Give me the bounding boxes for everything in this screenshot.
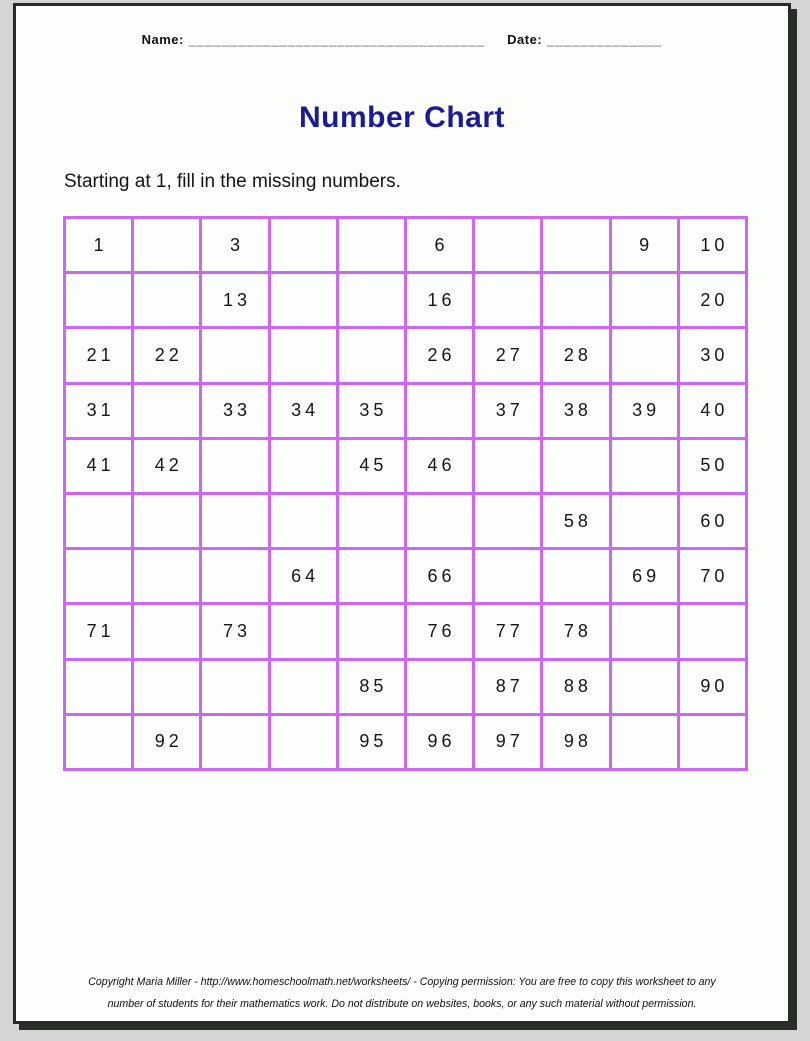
grid-cell-filled: 90: [678, 659, 746, 714]
name-blank-line: ____________________________________: [188, 32, 486, 47]
grid-row: [65, 604, 747, 659]
grid-row: [65, 273, 747, 328]
grid-cell-filled: 10: [678, 218, 746, 273]
grid-cell-blank: [201, 659, 269, 714]
grid-cell-blank: [201, 328, 269, 383]
grid-row: [65, 549, 747, 604]
grid-cell-filled: 39: [610, 383, 678, 438]
grid-cell-blank: [201, 438, 269, 493]
grid-cell-blank: [65, 659, 133, 714]
grid-cell-filled: 70: [678, 549, 746, 604]
grid-cell-blank: [201, 549, 269, 604]
grid-cell-filled: 9: [610, 218, 678, 273]
grid-cell-blank: [201, 493, 269, 548]
grid-cell-filled: 71: [65, 604, 133, 659]
grid-cell-filled: 1: [65, 218, 133, 273]
grid-cell-blank: [474, 218, 542, 273]
grid-cell-blank: [610, 438, 678, 493]
grid-cell-blank: [133, 493, 201, 548]
grid-cell-blank: [337, 218, 405, 273]
grid-cell-filled: 41: [65, 438, 133, 493]
grid-cell-filled: 58: [542, 493, 610, 548]
grid-cell-filled: 35: [337, 383, 405, 438]
grid-cell-blank: [610, 659, 678, 714]
grid-cell-filled: 98: [542, 714, 610, 769]
number-grid-body: [65, 218, 747, 770]
grid-cell-blank: [269, 273, 337, 328]
grid-cell-blank: [269, 218, 337, 273]
grid-cell-filled: 97: [474, 714, 542, 769]
grid-cell-blank: [678, 604, 746, 659]
grid-row: [65, 714, 747, 769]
grid-cell-blank: [337, 328, 405, 383]
grid-cell-blank: [610, 604, 678, 659]
grid-cell-blank: [65, 493, 133, 548]
copyright-line-2: number of students for their mathematics work. Do not distribute on websites, books, or any such material without permission.: [107, 998, 697, 1010]
name-date-header: [16, 6, 788, 47]
grid-cell-blank: [610, 714, 678, 769]
grid-cell-blank: [133, 383, 201, 438]
grid-cell-blank: [542, 438, 610, 493]
grid-cell-filled: 78: [542, 604, 610, 659]
grid-cell-filled: 50: [678, 438, 746, 493]
grid-cell-filled: 77: [474, 604, 542, 659]
grid-cell-blank: [474, 549, 542, 604]
grid-cell-blank: [542, 549, 610, 604]
date-blank-line: ______________: [547, 32, 663, 47]
grid-cell-filled: 46: [405, 438, 473, 493]
grid-cell-blank: [542, 218, 610, 273]
grid-cell-blank: [405, 659, 473, 714]
grid-cell-filled: 27: [474, 328, 542, 383]
grid-cell-blank: [269, 714, 337, 769]
page-title: Number Chart: [298, 101, 506, 134]
grid-cell-blank: [337, 273, 405, 328]
grid-cell-filled: 60: [678, 493, 746, 548]
grid-cell-blank: [133, 273, 201, 328]
grid-cell-filled: 16: [405, 273, 473, 328]
grid-cell-filled: 38: [542, 383, 610, 438]
grid-cell-filled: 45: [337, 438, 405, 493]
grid-row: [65, 659, 747, 714]
instruction-text: Starting at 1, fill in the missing numbers.: [64, 171, 401, 192]
name-label: Name:: [141, 32, 184, 47]
grid-cell-blank: [65, 549, 133, 604]
grid-row: [65, 383, 747, 438]
grid-cell-filled: 21: [65, 328, 133, 383]
copyright-line-1: Copyright Maria Miller - http://www.homeschoolmath.net/worksheets/ - Copying permission: You are free to copy this worksheet to any: [88, 976, 716, 988]
grid-cell-filled: 73: [201, 604, 269, 659]
grid-cell-blank: [65, 714, 133, 769]
grid-cell-filled: 6: [405, 218, 473, 273]
grid-cell-filled: 30: [678, 328, 746, 383]
copyright-footer: [16, 971, 788, 1015]
grid-cell-filled: 76: [405, 604, 473, 659]
grid-cell-blank: [474, 438, 542, 493]
grid-row: [65, 328, 747, 383]
grid-cell-filled: 95: [337, 714, 405, 769]
grid-row: [65, 493, 747, 548]
grid-cell-blank: [337, 493, 405, 548]
date-label: Date:: [507, 32, 543, 47]
grid-cell-blank: [474, 273, 542, 328]
grid-row: [65, 218, 747, 273]
grid-cell-filled: 96: [405, 714, 473, 769]
grid-cell-filled: 40: [678, 383, 746, 438]
grid-cell-blank: [269, 438, 337, 493]
grid-cell-blank: [133, 549, 201, 604]
grid-cell-blank: [269, 493, 337, 548]
grid-cell-blank: [474, 493, 542, 548]
grid-cell-blank: [269, 328, 337, 383]
grid-cell-blank: [405, 493, 473, 548]
grid-cell-filled: 85: [337, 659, 405, 714]
grid-cell-filled: 13: [201, 273, 269, 328]
grid-cell-filled: 69: [610, 549, 678, 604]
grid-cell-filled: 37: [474, 383, 542, 438]
grid-cell-blank: [133, 604, 201, 659]
grid-cell-filled: 33: [201, 383, 269, 438]
grid-cell-blank: [269, 659, 337, 714]
grid-cell-filled: 34: [269, 383, 337, 438]
grid-cell-blank: [337, 549, 405, 604]
grid-cell-blank: [610, 493, 678, 548]
grid-cell-filled: 3: [201, 218, 269, 273]
grid-cell-filled: 20: [678, 273, 746, 328]
grid-cell-filled: 28: [542, 328, 610, 383]
number-grid: [63, 216, 748, 771]
worksheet-page: [13, 3, 791, 1024]
grid-cell-filled: 64: [269, 549, 337, 604]
grid-cell-blank: [542, 273, 610, 328]
grid-cell-blank: [337, 604, 405, 659]
grid-cell-filled: 26: [405, 328, 473, 383]
grid-cell-filled: 92: [133, 714, 201, 769]
grid-cell-blank: [201, 714, 269, 769]
grid-cell-filled: 88: [542, 659, 610, 714]
grid-cell-blank: [678, 714, 746, 769]
grid-cell-blank: [269, 604, 337, 659]
grid-cell-blank: [133, 218, 201, 273]
grid-cell-blank: [65, 273, 133, 328]
grid-cell-blank: [405, 383, 473, 438]
grid-cell-filled: 42: [133, 438, 201, 493]
grid-cell-blank: [610, 273, 678, 328]
grid-cell-blank: [610, 328, 678, 383]
grid-cell-filled: 22: [133, 328, 201, 383]
grid-row: [65, 438, 747, 493]
grid-cell-blank: [133, 659, 201, 714]
grid-cell-filled: 87: [474, 659, 542, 714]
grid-cell-filled: 31: [65, 383, 133, 438]
grid-cell-filled: 66: [405, 549, 473, 604]
